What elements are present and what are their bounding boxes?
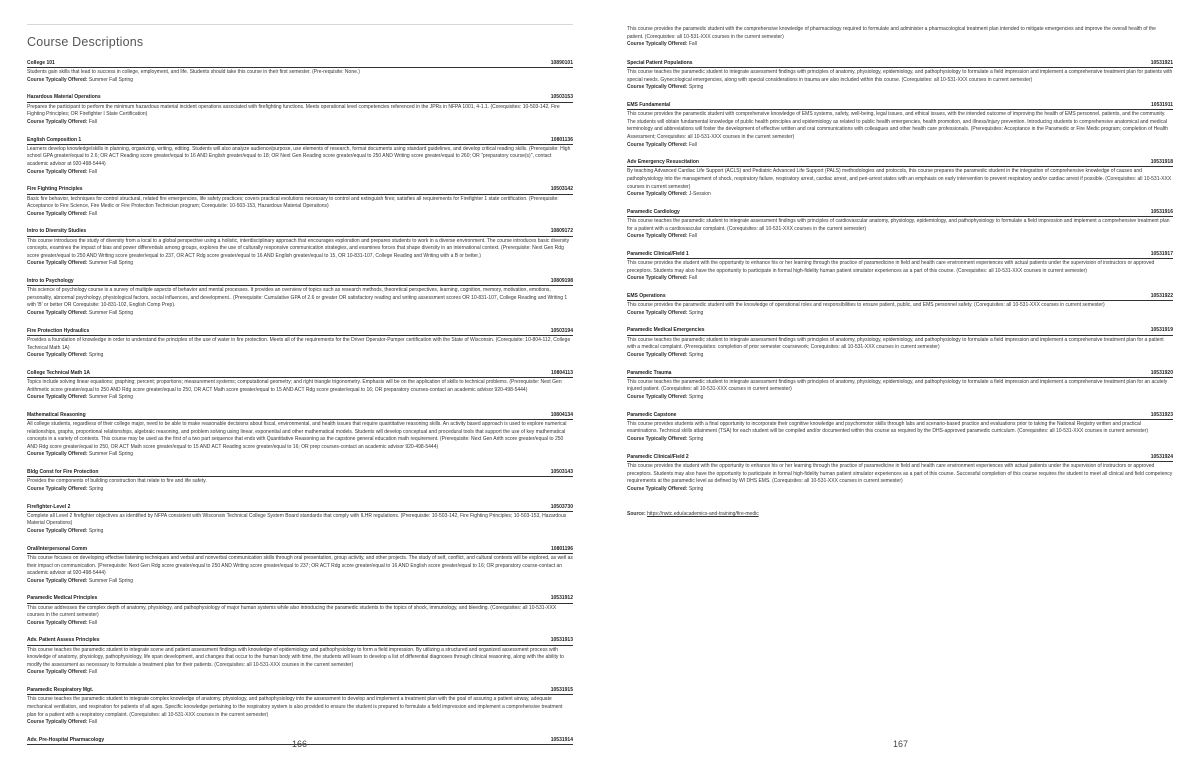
course-entry <box>27 328 573 360</box>
course-term <box>27 394 573 402</box>
term-value: Summer Fall Spring <box>88 451 134 458</box>
term-label: Course Typically Offered: <box>27 528 88 535</box>
term-value: Spring <box>688 309 704 316</box>
term-label: Course Typically Offered: <box>27 669 88 676</box>
course-term <box>27 310 573 318</box>
course-code: 10531922 <box>1150 292 1173 299</box>
top-rule <box>27 24 573 25</box>
course-code: 10503143 <box>550 469 573 476</box>
left-course-list <box>27 60 573 745</box>
course-entry <box>627 102 1173 149</box>
right-column <box>627 26 1173 518</box>
course-description: Provides the components of building construction that relate to fire and life safety. <box>27 478 207 485</box>
course-header <box>27 94 573 102</box>
course-description: This course teaches the paramedic student to integrate assessment findings with principles of anatomy, physiology, epidemiology, and pathophysiology to formulate a field impression and implement a comprehensive treatment plan for patients with special needs. Gynecological emergencies, along with special considerations in trauma are also included within this course. (Corequisites: all 10-531-XXX courses in current semester) <box>627 69 1173 83</box>
course-term <box>627 436 1173 444</box>
term-value: Summer Fall Spring <box>88 577 134 584</box>
course-description: Topics include solving linear equations; graphing; percent; proportions; measurement systems; computational geometry; and right triangle trigonometry. Emphasis will be on the application of skills to technical problems. (Prerequisite: Next Gen Arithmetic score greater/equal to 250 AND Rdg score greater/equal to 250, OR ACT Math score greater/equal to 15 AND ACT Rdg score greater/equal to 16; OR preparatory courses-contact an academic advisor 920-498-5444) <box>27 379 562 393</box>
course-name: English Composition 1 <box>27 136 82 143</box>
course-term <box>27 77 573 85</box>
term-value: Fall <box>688 275 697 282</box>
course-entry <box>627 412 1173 444</box>
course-name: Firefighter-Level 2 <box>27 503 71 510</box>
term-value: Fall <box>88 719 97 726</box>
course-name: Bldg Const for Fire Protection <box>27 469 99 476</box>
right-course-list <box>627 60 1173 494</box>
course-term <box>27 528 573 536</box>
term-label: Course Typically Offered: <box>27 394 88 401</box>
left-column <box>27 24 573 755</box>
course-entry <box>627 159 1173 199</box>
term-label: Course Typically Offered: <box>627 485 688 492</box>
course-entry <box>627 60 1173 92</box>
course-entry <box>27 595 573 627</box>
course-code: 10804113 <box>551 369 573 376</box>
course-entry <box>27 186 573 218</box>
term-value: Spring <box>88 485 104 492</box>
course-name: Intro to Psychology <box>27 277 74 284</box>
course-code: 10801196 <box>551 545 573 552</box>
course-description: Learners develop knowledge/skills in planning, organizing, writing, editing. Students will also analyze audience/purpose, use elements of research, format documents using standard guidelines, and develop critical reading skills. (Prerequisite: High school GPA greater/equal to 2.6; OR ACT Reading score greater/equal to 16 AND English greater/equal to 18; OR Next Gen Reading score greater/equal to 250 AND Writing score greater/equal to 260; OR "preparatory course(s)", contact academic advisor at 920-498-5444) <box>27 145 571 168</box>
course-name: Fire Fighting Principles <box>27 186 83 193</box>
course-term <box>627 233 1173 241</box>
term-value: Summer Fall Spring <box>88 310 134 317</box>
course-code: 10531916 <box>1150 208 1173 215</box>
course-header <box>27 595 573 603</box>
term-value: Fall <box>88 210 97 217</box>
term-label: Course Typically Offered: <box>27 577 88 584</box>
course-code: 10809172 <box>550 228 573 235</box>
course-entry <box>627 370 1173 402</box>
term-value: Spring <box>688 351 704 358</box>
course-term <box>627 275 1173 283</box>
term-label: Course Typically Offered: <box>27 352 88 359</box>
course-term <box>27 578 573 586</box>
course-entry <box>27 637 573 677</box>
course-code: 10531915 <box>550 687 573 694</box>
course-term <box>627 352 1173 360</box>
course-code: 10531914 <box>550 736 573 743</box>
course-term <box>627 191 1173 199</box>
course-term <box>27 719 573 727</box>
course-entry <box>27 278 573 318</box>
course-entry <box>27 137 573 177</box>
course-entry <box>27 469 573 493</box>
course-term <box>627 310 1173 318</box>
course-entry <box>27 687 573 727</box>
course-description: This course addresses the complex depth of anatomy, physiology, and pathophysiology of major human systems while also introducing the paramedic students to the topics of shock, immunology, and bleeding. (Corequisites: all 10-531-XXX courses in the current semester) <box>27 604 557 619</box>
course-code: 10531917 <box>1150 250 1173 257</box>
course-name: Oral/Interpersonal Comm <box>27 545 88 552</box>
course-name: Paramedic Capstone <box>627 411 677 418</box>
term-label: Course Typically Offered: <box>27 451 88 458</box>
term-label: Course Typically Offered: <box>27 485 88 492</box>
course-entry <box>27 60 573 84</box>
course-description: This course provides the paramedic student with the knowledge of operational roles and responsibilities to ensure patient, public, and EMS personnel safety. (Corequisites: all 10-531-XXX courses in current semester) <box>627 302 1105 309</box>
term-label: Course Typically Offered: <box>627 191 688 198</box>
term-label: Course Typically Offered: <box>27 719 88 726</box>
course-name: Paramedic Medical Principles <box>27 595 98 602</box>
source-label: Source: <box>627 511 646 518</box>
page-title: Course Descriptions <box>27 35 144 49</box>
course-description: Basic fire behavior, techniques for control structural, related fire emergencies, life safety practices; covers practical evolutions necessary to control and extinguish fires; satisfies all requirements for Firefighter 1 state certification. (Prerequisite: Acceptance to Fire Science, Fire Medic or Fire Protection Technician program; Corequisite: 10-503-153, Hazardous Material Operations) <box>27 195 559 210</box>
course-header <box>27 412 573 420</box>
course-header <box>27 370 573 378</box>
term-label: Course Typically Offered: <box>27 210 88 217</box>
course-code: 10531918 <box>1150 159 1173 166</box>
course-code: 10801136 <box>551 136 573 143</box>
continued-course-term <box>627 41 1173 49</box>
course-description: Students gain skills that lead to success in college, employment, and life. Students should take this course in their first semester. (Pre-requisite: None.) <box>27 69 360 76</box>
course-name: Hazardous Material Operations <box>27 94 101 101</box>
course-header <box>27 278 573 286</box>
term-value: Fall <box>688 233 697 240</box>
term-value: Spring <box>688 485 704 492</box>
course-description: All college students, regardless of their college major, need to be able to make reasonable decisions about fiscal, environmental, and health issues that require quantitative reasoning skills. An activity based approach is used to explore numerical relationships, graphs, proportional relationships, algebraic reasoning, and problem solving using linear, exponential and other mathematical models. Students will develop conceptual and procedural tools that support the use of key mathematical concepts in a variety of contexts. This course may be used as the first of a two part sequence that ends with Quantitative Reasoning as the capstone general education math requirement. (Prerequisite: Next Gen Arith score greater/equal to 250 AND Rdg score greater/equal to 250, OR ACT Math score greater/equal to 15 AND ACT Reading score greater/equal to 16; OR prep courses-contact an academic advisor 920-498-5444) <box>27 421 567 450</box>
course-description: This course introduces the study of diversity from a local to a global perspective using a holistic, interdisciplinary approach that encourages exploration and prepares students to work in a diverse environment. The course introduces basic diversity concepts, examines the impact of bias and power differentials among groups, explores the use of culturally responsive communication strategies, and examines forces that shape diversity in an international context. (Prerequisite: Next Gen Rdg score greater/equal to 250 AND Writing score greater/equal to 237, OR ACT Rdg score greater/equal to 16 AND English greater/equal to 15, OR 10-831-107, College Reading and Writing with a B or better.) <box>27 237 570 259</box>
course-header <box>27 687 573 695</box>
course-description: This course provides the student with the opportunity to enhance his or her learning through the practice of paramedicine in field and health care environment experiences with actual patients under the supervision of instructors or approved preceptors. Students may also have the opportunity to participate in formal high-fidelity human patient simulator experiences as a part of this course. (Corequisites: all 10-531-XXX courses in current semester) <box>627 260 1155 274</box>
course-code: 10503153 <box>550 94 573 101</box>
term-value: Spring <box>88 528 104 535</box>
term-label: Course Typically Offered: <box>27 310 88 317</box>
course-description: Prepares the participant to perform the minimum hazardous material incident operations associated with firefighting functions. Meets operational level competencies referenced in the JPRs in NFPA 1001, 4-1.1. (Corequisites: 10-503-142, Fire Fighting Principles; OR Firefighter I State Certification) <box>27 103 560 118</box>
course-code: 10531924 <box>1150 453 1173 460</box>
course-description: This course focuses on developing effective listening techniques and verbal and nonverbal communication skills through oral presentation, group activity, and other projects. The study of self, conflict, and cultural contexts will be explored, as well as their impact on communication. (Prerequisite: Next Gen Rdg score greater/equal to 250 AND Writing score greater/equal to 237; OR ACT Rdg score greater/equal to 16 AND English score greater/equal to 16; OR preparatory course-contact an academic advisor at 920-498-5444) <box>27 554 573 577</box>
course-term <box>627 142 1173 150</box>
course-header <box>627 102 1173 110</box>
course-term <box>627 84 1173 92</box>
term-value: Summer Fall Spring <box>88 260 134 267</box>
course-name: Intro to Diversity Studies <box>27 228 87 235</box>
term-label: Course Typically Offered: <box>27 118 88 125</box>
term-label: Course Typically Offered: <box>27 76 88 83</box>
course-name: Adv. Patient Assess Principles <box>27 637 100 644</box>
course-entry <box>27 94 573 126</box>
right-page <box>600 0 1200 776</box>
course-term <box>27 169 573 177</box>
term-label: Course Typically Offered: <box>627 351 688 358</box>
term-label: Course Typically Offered: <box>27 168 88 175</box>
course-header <box>627 60 1173 68</box>
course-name: Paramedic Clinical/Field 1 <box>627 250 689 257</box>
continued-course-description: This course provides the paramedic student with the comprehensive knowledge of pharmacology required to formulate and administer a pharmacological treatment plan intended to mitigate emergencies and improve the overall health of the patient. (Corequisites: all 10-531-XXX courses in the current semester) <box>627 26 1156 40</box>
term-label: Course Typically Offered: <box>627 84 688 91</box>
course-description: This course teaches the paramedic student to integrate assessment findings with principles of anatomy, physiology, epidemiology, and pathophysiology to formulate a field impression and implement a comprehensive treatment plan for an acutely injured patient. (Corequisites: all 10-531-XXX courses in current semester) <box>627 378 1168 393</box>
term-value: Spring <box>88 352 104 359</box>
course-description: This course provides the student with the opportunity to enhance his or her learning through the practice of paramedicine in field and health care environment experiences with actual patients under the supervision of instructors or approved preceptors. Students may also have the opportunity to participate in formal high-fidelity human patient simulator experiences as a part of this course. Successful completion of this course requires the student to meet all clinical and field competency requirements at the paramedic level as defined by WI DHS EMS. (Corequisites: all 10-531-XXX courses in current semester) <box>627 462 1173 485</box>
course-name: College Technical Math 1A <box>27 369 90 376</box>
course-header <box>27 328 573 336</box>
term-value: Fall <box>688 41 697 48</box>
term-value: Summer Fall Spring <box>88 76 134 83</box>
course-header <box>27 137 573 145</box>
course-description: Provides a foundation of knowledge in order to understand the principles of the use of water in fire protection. Meets all of the requirements for the Driver Operator-Pumper certification with the State of Wisconsin. (Corequisite: 10-804-112, College Technical Math 1A) <box>27 336 571 351</box>
course-description: This course teaches the paramedic student to integrate assessment findings with principles of cardiovascular anatomy, physiology, epidemiology, and pathophysiology to formulate a field impression and implement a comprehensive treatment plan for a patient with a cardiovascular complaint. (Corequisites: all 10-531-XXX courses in the current semester) <box>627 218 1170 232</box>
course-description: This course provides the paramedic student with comprehensive knowledge of EMS systems, safety, well-being, legal issues, and ethical issues, with the intended outcome of improving the health of EMS personnel, patients, and the community. The students will obtain fundamental knowledge of public health principles and epidemiology as related to public health emergencies, health promotion, and illness/injury prevention. Introducing students to comprehensive anatomical and medical terminology and abbreviations will foster the development of effective written and oral communications with colleagues and other health care professionals. (Prerequisites: Acceptance in the Paramedic or Fire Medic program; completion of Health Assessment; Corequisites: all 10-531-XXX courses in the current semester) <box>627 111 1169 140</box>
source-line <box>627 511 1173 518</box>
course-code: 10531921 <box>1150 59 1173 66</box>
course-header <box>27 186 573 194</box>
term-label: Course Typically Offered: <box>27 619 88 626</box>
course-code: 10503730 <box>550 503 573 510</box>
course-header <box>627 454 1173 462</box>
course-header <box>627 412 1173 420</box>
course-code: 10531911 <box>1151 101 1173 108</box>
course-header <box>627 327 1173 335</box>
course-name: Paramedic Clinical/Field 2 <box>627 453 689 460</box>
course-name: Paramedic Respiratory Mgt. <box>27 687 94 694</box>
course-description: Complete all Level 2 firefighter objectives as identified by NFPA consistent with Wisconsin Technical College System Board standards that comply with ILHR regulations. (Prerequisite: 10-503-142, Fire Fighting Principles; 10-503-153, Hazardous Material Operations) <box>27 512 567 527</box>
term-label: Course Typically Offered: <box>27 260 88 267</box>
course-entry <box>27 228 573 268</box>
term-value: Spring <box>688 394 704 400</box>
source-link[interactable]: https://nwtc.edu/academics-and-training/fire-medic <box>647 511 759 518</box>
course-code: 10890101 <box>550 60 573 66</box>
course-term <box>27 620 573 628</box>
course-term <box>27 211 573 219</box>
course-term <box>27 352 573 360</box>
page-number-right: 167 <box>893 739 909 749</box>
course-entry <box>27 370 573 402</box>
course-code: 10531920 <box>1150 369 1173 376</box>
term-label: Course Typically Offered: <box>627 436 688 443</box>
course-term <box>627 486 1173 494</box>
course-entry <box>627 327 1173 359</box>
course-entry <box>627 209 1173 241</box>
course-entry <box>627 251 1173 283</box>
term-label: Course Typically Offered: <box>627 141 688 148</box>
course-name: Fire Protection Hydraulics <box>27 327 90 334</box>
term-value: Fall <box>88 619 97 626</box>
course-term <box>27 486 573 494</box>
course-header <box>627 293 1173 301</box>
course-name: Adv. Pre-Hospital Pharmacology <box>27 736 105 743</box>
course-description: This course teaches the paramedic student to integrate complex knowledge of anatomy, physiology, and pathophysiology into the assessment to develop and implement a treatment plan with the goal of assuring a patient airway, adequate mechanical ventilation, and respiration for patients of all ages. Specific knowledge pertaining to the respiratory system is also provided to ensure the student is prepared to formulate a field impression and implement a comprehensive treatment plan for a patient with a respiratory complaint. (Corequisites: all 10-531-XXX courses in the current semester) <box>27 696 563 718</box>
course-term <box>27 669 573 677</box>
term-label: Course Typically Offered: <box>627 309 688 316</box>
course-term <box>27 451 573 459</box>
course-header <box>27 546 573 554</box>
course-description: This course teaches the paramedic student to integrate scene and patient assessment findings with knowledge of epidemiology and pathophysiology to form a field impression. By utilizing a structured and organized assessment process with knowledge of anatomy, physiology, pathophysiology, life span development, and changes that occur to the human body with time, the students will learn to develop a list of differential diagnoses through clinical reasoning, along with the ability to modify the assessment as necessary to formulate a treatment plan for their patients. (Corequisites: all 10-531-XXX courses in the current semester) <box>27 646 564 668</box>
course-name: Special Patient Populations <box>627 59 693 66</box>
course-header <box>27 637 573 645</box>
term-label: Course Typically Offered: <box>627 233 688 240</box>
term-value: Fall <box>88 669 97 676</box>
course-header <box>627 370 1173 378</box>
course-entry <box>627 454 1173 494</box>
term-label: Course Typically Offered: <box>627 275 688 282</box>
course-entry <box>27 504 573 536</box>
course-name: Mathematical Reasoning <box>27 411 86 418</box>
course-code: 10503142 <box>550 186 573 193</box>
term-value: Spring <box>688 84 704 91</box>
course-code: 10531912 <box>550 595 573 602</box>
course-name: Adv Emergency Resuscitation <box>627 159 699 166</box>
term-value: Spring <box>688 436 704 443</box>
term-value: Fall <box>688 141 697 148</box>
course-header <box>627 251 1173 259</box>
course-term <box>27 119 573 127</box>
term-value: Summer Fall Spring <box>88 394 134 401</box>
course-header <box>627 209 1173 217</box>
term-value: Fall <box>88 118 97 125</box>
term-value: J-Session <box>688 191 711 198</box>
course-term <box>27 260 573 268</box>
course-description: By teaching Advanced Cardiac Life Support (ACLS) and Pediatric Advanced Life Support (PALS) methodologies and protocols, this course prepares the paramedic student in the integration of comprehensive knowledge of causes and pathophysiology into the management of shock, respiratory failure, respiratory arrest, cardiac arrest, and peri-arrest states with an emphasis on early intervention to prevent respiratory and/or cardiac arrest if possible. (Corequisites: all 10-531-XXX courses in current semester) <box>627 168 1172 190</box>
course-code: 10531923 <box>1150 411 1173 418</box>
course-name: Paramedic Cardiology <box>627 208 680 215</box>
course-header <box>27 469 573 477</box>
term-label: Course Typically Offered: <box>627 394 688 400</box>
course-code: 10531913 <box>550 637 573 644</box>
course-header <box>627 159 1173 167</box>
course-name: EMS Operations <box>627 292 666 299</box>
course-code: 10531919 <box>1150 327 1173 334</box>
course-header <box>27 60 573 68</box>
course-name: EMS Fundamental <box>627 101 671 108</box>
course-term <box>627 394 1173 402</box>
course-entry <box>627 293 1173 317</box>
course-code: 10503194 <box>550 327 573 334</box>
course-entry <box>27 546 573 586</box>
course-code: 10809198 <box>550 277 573 284</box>
course-description: This science of psychology course is a survey of multiple aspects of behavior and mental processes. It provides an overview of topics such as research methods, theoretical perspectives, learning, cognition, memory, motivation, emotions, personality, abnormal psychology, physiological factors, social influences, and development.. (Prerequisite: Cumulative GPA of 2.6 or greater OR satisfactory reading and writing assessment scores OR 10-831-107, College Reading and Writing 1 with 'B' or better OR Corequisite: 10-831-102, English Comp Prep). <box>27 287 568 309</box>
course-name: College 101 <box>27 60 55 66</box>
course-header <box>27 504 573 512</box>
course-header <box>27 228 573 236</box>
course-description: This course teaches the paramedic student to integrate assessment findings with principles of anatomy, physiology, epidemiology, and pathophysiology to formulate a field impression and implement a comprehensive treatment plan for a patient with a medical complaint. (Prerequisites: completion of prior semester coursework; Corequisites: all 10-531-XXX courses in current semester) <box>627 336 1164 351</box>
term-value: Fall <box>88 168 97 175</box>
page-number-left: 166 <box>292 739 308 749</box>
course-description: This course provides students with a final opportunity to incorporate their cognitive knowledge and psychomotor skills through labs and scenario-based practice and evaluations prior to taking the National Registry written and practical examinations. Technical skills attainment (TSA) for each student will be compiled and/or documented within this course as required by the DHS-approved paramedic curriculum. (Corequisites: all 10-531-XXX courses in current semester) <box>627 420 1148 435</box>
course-name: Paramedic Medical Emergencies <box>627 327 705 334</box>
course-code: 10804134 <box>550 411 573 418</box>
course-entry <box>27 412 573 459</box>
term-label: Course Typically Offered: <box>627 41 688 48</box>
course-name: Paramedic Trauma <box>627 369 672 376</box>
